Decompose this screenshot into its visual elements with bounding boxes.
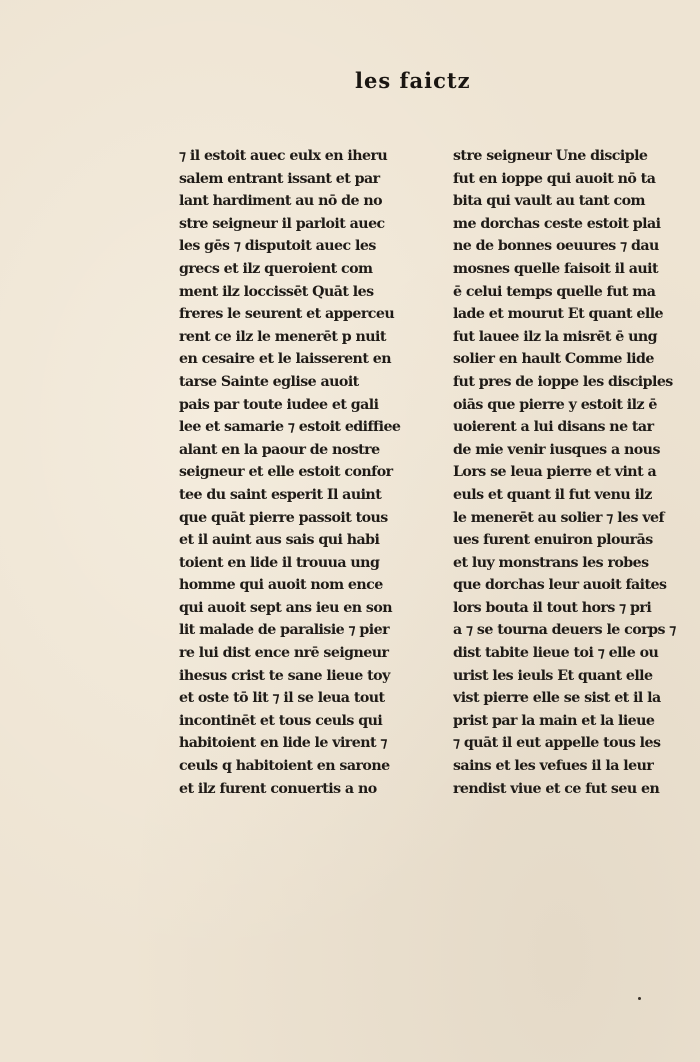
text-line: lant hardiment au nō de no — [179, 193, 383, 210]
text-line: habitoient en lide le virent ⁊ — [179, 735, 387, 752]
ink-speck — [638, 997, 641, 1000]
text-line: tarse Sainte eglise auoit — [179, 373, 359, 390]
text-line: stre seigneur il parloit auec — [179, 215, 385, 232]
text-line: ⁊ il estoit auec eulx en iheru — [179, 148, 388, 164]
text-line: me dorchas ceste estoit plai — [453, 215, 661, 232]
text-line: tee du saint esperit Il auint — [179, 486, 382, 503]
text-line: fut lauee ilz la misrēt ē ung — [453, 328, 658, 345]
text-line: fut pres de ioppe les disciples — [453, 373, 673, 390]
text-line: dist tabite lieue toi ⁊ elle ou — [453, 645, 659, 662]
text-line: vist pierre elle se sist et il la — [453, 690, 661, 707]
text-line: en cesaire et le laisserent en — [179, 351, 391, 368]
text-line: ues furent enuiron plourās — [453, 532, 653, 549]
text-line: uoierent a lui disans ne tar — [453, 419, 654, 436]
text-line: Lors se leua pierre et vint a — [453, 464, 657, 481]
text-line: et luy monstrans les robes — [453, 554, 649, 571]
text-line: bita qui vault au tant com — [453, 193, 646, 210]
text-line: ⁊ quāt il eut appelle tous les — [453, 735, 661, 752]
text-line: que quāt pierre passoit tous — [179, 509, 388, 526]
text-line: seigneur et elle estoit confor — [179, 464, 393, 481]
text-line: grecs et ilz queroient com — [179, 260, 373, 277]
text-line: ne de bonnes oeuures ⁊ dau — [453, 238, 659, 255]
text-line: sains et les vefues il la leur — [453, 758, 654, 775]
text-line: salem entrant issant et par — [179, 170, 380, 187]
text-line: a ⁊ se tourna deuers le corps ⁊ — [453, 622, 676, 639]
text-line: fut en ioppe qui auoit nō ta — [453, 170, 656, 187]
text-line: euls et quant il fut venu ilz — [453, 486, 652, 503]
text-line: alant en la paour de nostre — [179, 441, 380, 458]
text-line: et ilz furent conuertis a no — [179, 780, 377, 797]
text-line: urist les ieuls Et quant elle — [453, 667, 653, 684]
text-line: et il auint aus sais qui habi — [179, 532, 380, 549]
text-line: de mie venir iusques a nous — [453, 441, 660, 458]
text-line: homme qui auoit nom ence — [179, 577, 383, 594]
left-column — [179, 145, 407, 800]
text-line: ē celui temps quelle fut ma — [453, 283, 656, 300]
text-line: le menerēt au solier ⁊ les vef — [453, 509, 665, 526]
text-line: mosnes quelle faisoit il auit — [453, 260, 658, 277]
text-line: oiās que pierre y estoit ilz ē — [453, 396, 657, 413]
text-line: qui auoit sept ans ieu en son — [179, 599, 393, 616]
text-line: ceuls q habitoient en sarone — [179, 758, 390, 775]
text-line: solier en hault Comme lide — [453, 351, 654, 368]
text-line: incontinēt et tous ceuls qui — [179, 712, 383, 729]
text-line: prist par la main et la lieue — [453, 712, 655, 729]
text-line: rendist viue et ce fut seu en — [453, 780, 660, 797]
text-line: stre seigneur Une disciple — [453, 148, 648, 164]
text-line: les gēs ⁊ disputoit auec les — [179, 238, 376, 255]
text-line: freres le seurent et apperceu — [179, 306, 395, 323]
text-line: lors bouta il tout hors ⁊ pri — [453, 599, 652, 616]
text-line: lade et mourut Et quant elle — [453, 306, 664, 323]
text-line: re lui dist ence nrē seigneur — [179, 645, 389, 662]
text-line: ment ilz loccissēt Quāt les — [179, 283, 374, 300]
running-head: les faictz — [355, 68, 471, 93]
right-column — [453, 145, 678, 800]
text-line: lit malade de paralisie ⁊ pier — [179, 622, 390, 639]
text-line: pais par toute iudee et gali — [179, 396, 379, 413]
text-line: ihesus crist te sane lieue toy — [179, 667, 390, 684]
text-line: lee et samarie ⁊ estoit ediffiee — [179, 419, 401, 436]
text-line: toient en lide il trouua ung — [179, 554, 380, 571]
text-line: que dorchas leur auoit faites — [453, 577, 667, 594]
text-line: rent ce ilz le menerēt p nuit — [179, 328, 386, 345]
text-line: et oste tō lit ⁊ il se leua tout — [179, 690, 385, 707]
